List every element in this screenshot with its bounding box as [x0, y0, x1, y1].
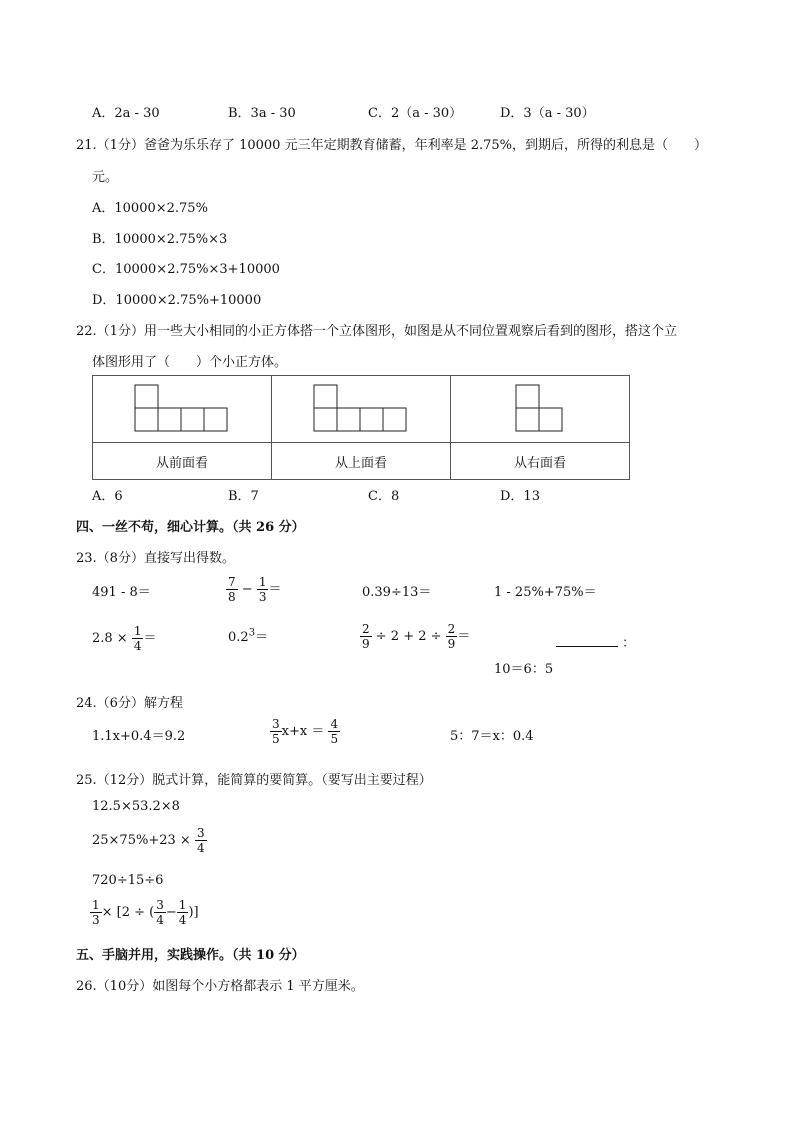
q25-expr-3: 720÷15÷6: [92, 873, 164, 888]
q22-option-c: C．8: [368, 489, 400, 504]
q25-expr-4: $\frac{1}{3}$ × [2 ÷ ( $\frac{3}{4}$ − $\frac{1}{4}$ )]: [92, 898, 199, 927]
q23-expr-4: 1 - 25%+75%＝: [494, 585, 597, 600]
q24-expr-3: 5：7＝x：0.4: [450, 729, 534, 744]
q22-option-d: D．13: [500, 489, 540, 504]
q23-expr-8-tail: 10＝6：5: [494, 662, 554, 677]
q21-option-d: D．10000×2.75%+10000: [92, 293, 262, 308]
q24-stem: 24.（6分）解方程: [76, 696, 183, 711]
q22-option-b: B．7: [228, 489, 259, 504]
q23-expr-7: $\frac{2}{9}$ ÷ 2 + 2 ÷ $\frac{2}{9}$ ＝: [362, 622, 471, 651]
q20-option-c: C．2（a - 30）: [368, 106, 463, 121]
q20-option-d: D．3（a - 30）: [500, 106, 595, 121]
q25-expr-1: 12.5×53.2×8: [92, 799, 180, 814]
q23-expr-8-blank: ：: [556, 632, 635, 651]
q21-stem-line2: 元。: [92, 170, 119, 185]
q23-expr-2: $\frac{7}{8}$ − $\frac{1}{3}$ ＝: [228, 575, 282, 604]
section-5-heading: 五、手脑并用，实践操作。（共 10 分）: [76, 948, 305, 963]
q26-stem: 26.（10分）如图每个小方格都表示 1 平方厘米。: [76, 979, 364, 994]
top-view-figure: [272, 376, 451, 443]
q22-option-a: A．6: [92, 489, 123, 504]
q21-stem-line1: 21.（1分）爸爸为乐乐存了 10000 元三年定期教育储蓄，年利率是 2.75%，到期后，所得的利息是（ ）: [76, 138, 707, 153]
q23-expr-3: 0.39÷13＝: [362, 585, 432, 600]
q21-option-c: C．10000×2.75%×3+10000: [92, 262, 280, 277]
q23-expr-5: 2.8 × $\frac{1}{4}$ ＝: [92, 624, 157, 653]
q21-option-a: A．10000×2.75%: [92, 201, 208, 216]
section-4-heading: 四、一丝不苟，细心计算。（共 26 分）: [76, 520, 305, 535]
front-view-label: 从前面看: [93, 443, 272, 480]
q21-option-b: B．10000×2.75%×3: [92, 232, 228, 247]
q23-expr-6: $0.2^3=$: [228, 627, 269, 645]
right-view-label: 从右面看: [451, 443, 630, 480]
q24-expr-2: $\frac{3}{5}$ x+x ＝ $\frac{4}{5}$: [272, 717, 339, 746]
three-views-table: [92, 375, 630, 480]
q25-expr-2: 25×75%+23 × $\frac{3}{4}$: [92, 826, 205, 855]
q23-stem: 23.（8分）直接写出得数。: [76, 551, 235, 566]
q24-expr-1: 1.1x+0.4＝9.2: [92, 729, 186, 744]
q25-stem: 25.（12分）脱式计算，能简算的要简算。（要写出主要过程）: [76, 773, 432, 788]
front-view-figure: [93, 376, 272, 443]
q22-stem-line2: 体图形用了（ ）个小正方体。: [92, 355, 288, 370]
q20-option-b: B．3a - 30: [228, 106, 296, 121]
q22-stem-line1: 22.（1分）用一些大小相同的小正方体搭一个立体图形，如图是从不同位置观察后看到的图形，搭这个立: [76, 324, 677, 339]
right-view-figure: [451, 376, 630, 443]
q20-option-a: A．2a - 30: [92, 106, 160, 121]
q23-expr-1: 491 - 8＝: [92, 585, 151, 600]
top-view-label: 从上面看: [272, 443, 451, 480]
